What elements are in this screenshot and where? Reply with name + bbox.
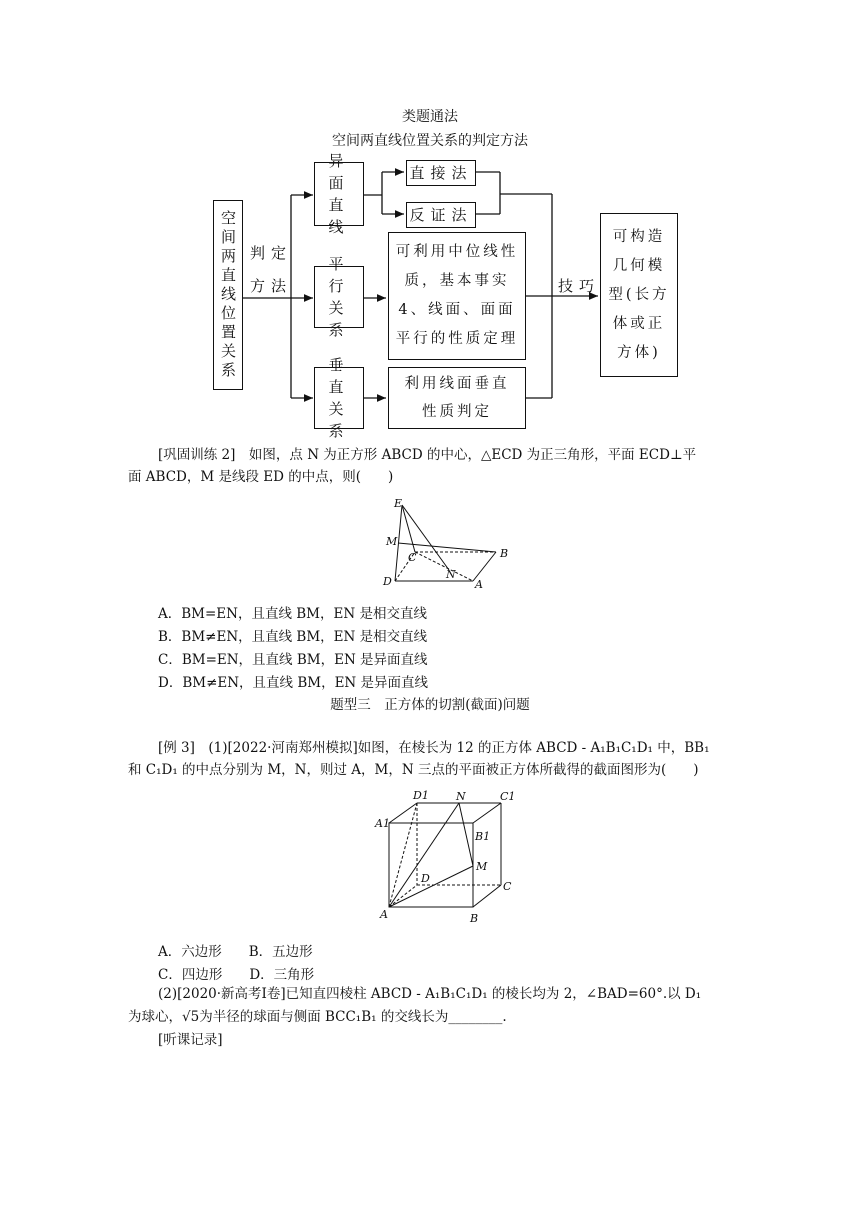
judge-label-2: 方法 xyxy=(250,277,293,295)
root-box: 空间两直线位置关系 xyxy=(213,200,243,390)
point-label: N xyxy=(446,568,456,581)
example3-part2-line2: 为球心，√5为半径的球面与侧面 BCC₁B₁ 的交线长为________. xyxy=(128,1009,507,1025)
option-b: B．BM≠EN，且直线 BM，EN 是相交直线 xyxy=(158,629,428,645)
parallel-box: 平行关系 xyxy=(314,266,364,328)
vertex-label: A xyxy=(380,908,388,921)
vertex-label: D1 xyxy=(413,790,429,802)
skew-box: 异面直线 xyxy=(314,162,364,226)
exercise2-line1: [巩固训练 2] 如图，点 N 为正方形 ABCD 的中心，△ECD 为正三角形，平面 ECD⊥平 xyxy=(158,447,697,463)
example3-line2: 和 C₁D₁ 的中点分别为 M，N，则过 A，M，N 三点的平面被正方体所截得的截面图形为( ) xyxy=(128,762,699,778)
notes-label: [听课记录] xyxy=(158,1032,223,1048)
contradiction-method-box: 反证法 xyxy=(406,202,476,228)
point-label: E xyxy=(394,497,403,510)
parallel-desc-box: 可利用中位线性质，基本事实4、线面、面面平行的性质定理 xyxy=(388,232,526,360)
vertex-label: N xyxy=(456,790,466,803)
skill-label: 技巧 xyxy=(558,277,601,295)
perpendicular-desc-box: 利用线面垂直性质判定 xyxy=(388,367,526,429)
vertex-label: M xyxy=(476,860,488,873)
model-box: 可构造几何模型(长方体或正方体) xyxy=(600,213,678,377)
point-label: D xyxy=(383,575,392,588)
exercise2-line2: 面 ABCD，M 是线段 ED 的中点，则( ) xyxy=(128,469,394,485)
vertex-label: B xyxy=(470,912,479,925)
point-label: C xyxy=(408,551,417,564)
option-c: C．BM=EN，且直线 BM，EN 是异面直线 xyxy=(158,652,428,668)
cube-figure xyxy=(370,790,520,930)
section-subtitle: 空间两直线位置关系的判定方法 xyxy=(332,133,528,149)
section-heading: 类题通法 xyxy=(402,109,458,125)
vertex-label: C xyxy=(503,880,512,893)
pyramid-figure xyxy=(380,495,520,595)
example3-options-row1: A．六边形 B．五边形 xyxy=(158,944,313,960)
judge-label-1: 判定 xyxy=(250,244,293,262)
point-label: B xyxy=(500,547,509,560)
example3-options-row2: C．四边形 D．三角形 xyxy=(158,967,315,983)
example3-line1: [例 3] (1)[2022·河南郑州模拟]如图，在棱长为 12 的正方体 ABCD - A₁B₁C₁D₁ 中，BB₁ xyxy=(158,740,710,756)
vertex-label: C1 xyxy=(500,790,516,803)
perpendicular-box: 垂直关系 xyxy=(314,367,364,429)
option-d: D．BM≠EN，且直线 BM，EN 是异面直线 xyxy=(158,675,429,691)
vertex-label: B1 xyxy=(475,830,491,843)
example3-part2-line1: (2)[2020·新高考Ⅰ卷]已知直四棱柱 ABCD - A₁B₁C₁D₁ 的棱长均为 2，∠BAD=60°.以 D₁ xyxy=(158,986,702,1002)
section3-title: 题型三 正方体的切割(截面)问题 xyxy=(330,697,530,713)
point-label: M xyxy=(386,535,398,548)
point-label: A xyxy=(475,578,483,591)
option-a: A．BM=EN，且直线 BM，EN 是相交直线 xyxy=(158,606,427,622)
vertex-label: A1 xyxy=(375,817,390,830)
vertex-label: D xyxy=(421,872,430,885)
direct-method-box: 直接法 xyxy=(406,160,476,186)
